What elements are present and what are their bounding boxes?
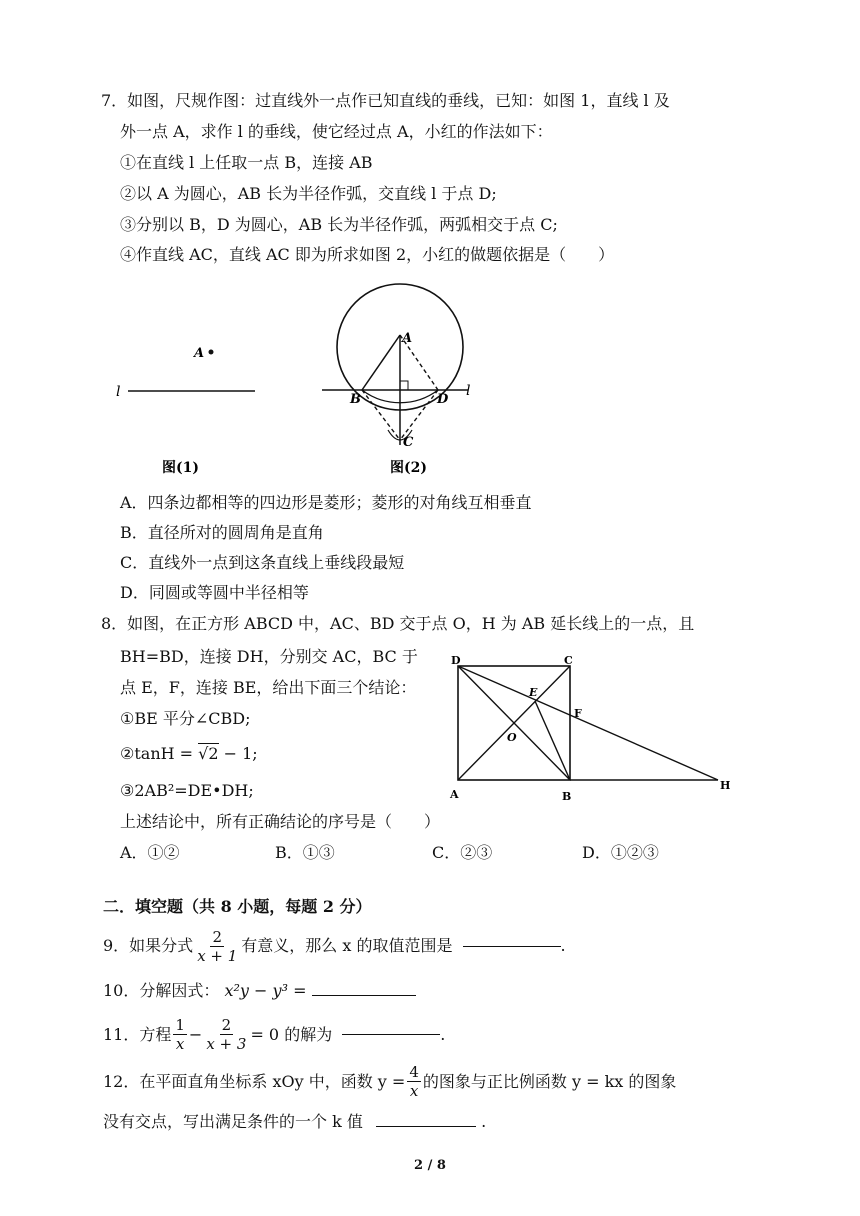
q8-label-F: F	[574, 707, 582, 720]
q12-line2	[103, 1111, 486, 1133]
q8-segment-DH	[458, 666, 718, 780]
q7-step3: ③分别以 B，D 为圆心，AB 长为半径作弧，两弧相交于点 C;	[120, 215, 558, 234]
q7-option-c: C．直线外一点到这条直线上垂线段最短	[120, 553, 405, 572]
q11-f1-den: x	[175, 1035, 185, 1053]
q7-line2: 外一点 A，求作 l 的垂线，使它经过点 A，小红的作法如下：	[120, 122, 553, 141]
q7-option-a: A．四条边都相等的四边形是菱形；菱形的对角线互相垂直	[120, 493, 532, 512]
fig2-segment-AB	[362, 335, 400, 390]
page-number: 2 / 8	[414, 1158, 446, 1173]
q8-option-a: A．①②	[120, 843, 180, 862]
q10-expr: x²y − y³ =	[224, 981, 307, 1000]
q9-end: .	[560, 936, 566, 955]
fig2-label-l: l	[466, 383, 471, 399]
q7-step1: ①在直线 l 上任取一点 B，连接 AB	[120, 153, 373, 172]
fig2-segment-BC	[362, 390, 400, 440]
fig1-label-l: l	[116, 384, 121, 400]
fig2-label-A: A	[402, 331, 413, 346]
q8-c2-prefix: ②tanH =	[120, 744, 199, 763]
fig2-label-C: C	[403, 435, 414, 450]
q8-ask: 上述结论中，所有正确结论的序号是（ ）	[120, 812, 441, 831]
q9	[103, 926, 566, 966]
fig2-caption: 图(2)	[390, 460, 427, 476]
q8-conclusion-3: ③2AB²=DE•DH;	[120, 781, 254, 800]
q8-label-D: D	[451, 654, 461, 667]
q12-fraction-num: 4	[409, 1063, 419, 1081]
q12-fraction-den: x	[409, 1082, 419, 1100]
fig1-caption: 图(1)	[162, 460, 199, 476]
q7-step2: ②以 A 为圆心，AB 长为半径作弧，交直线 l 于点 D;	[120, 184, 497, 203]
q11-minus: −	[188, 1024, 203, 1044]
fig2-label-D: D	[437, 392, 449, 407]
q8-option-d: D．①②③	[582, 843, 659, 862]
q7-step4: ④作直线 AC，直线 AC 即为所求如图 2，小红的做题依据是（ ）	[120, 245, 615, 264]
q11-f2-num: 2	[221, 1016, 232, 1034]
q8-label-O: O	[507, 731, 517, 744]
q12-line1	[103, 1063, 676, 1100]
fig1-label-A: A	[194, 346, 205, 361]
q9-fraction-num: 2	[212, 927, 223, 946]
q8-conclusion-2	[120, 743, 258, 765]
q8-c2-radical: √2	[198, 744, 219, 763]
q8-figure	[440, 648, 740, 806]
q7-figure-2	[310, 280, 510, 480]
q11-eq: = 0 的解为	[250, 1024, 333, 1044]
q8-label-C: C	[564, 654, 573, 667]
q8-c2-suffix: − 1;	[218, 744, 258, 763]
q12-line2-text: 没有交点，写出满足条件的一个 k 值	[103, 1112, 363, 1131]
q8-conclusion-1: ①BE 平分∠CBD;	[120, 709, 251, 728]
q11-f2-den: x + 3	[206, 1035, 247, 1053]
q11-fraction-1	[173, 1016, 187, 1053]
q11-prefix: 11．方程	[103, 1024, 172, 1044]
q7-option-d: D．同圆或等圆中半径相等	[120, 583, 309, 602]
q8-label-B: B	[562, 790, 572, 803]
q9-suffix: 有意义，那么 x 的取值范围是	[241, 936, 453, 955]
q10-text: 10．分解因式：	[103, 981, 220, 1000]
section-2-title: 二．填空题（共 8 小题，每题 2 分）	[103, 897, 372, 916]
q7-figure-1	[110, 330, 270, 480]
q8-line1: 8．如图，在正方形 ABCD 中，AC、BD 交于点 O，H 为 AB 延长线上的一点，且	[101, 614, 695, 633]
fig2-label-B: B	[350, 392, 361, 407]
q8-line2: BH=BD，连接 DH，分别交 AC，BC 于	[120, 647, 418, 666]
q11-f1-num: 1	[175, 1016, 185, 1034]
q8-label-H: H	[720, 779, 731, 792]
q12-answer-blank[interactable]	[376, 1126, 476, 1127]
q10-answer-blank[interactable]	[312, 995, 416, 996]
fig2-segment-DC	[400, 390, 438, 440]
q8-option-b: B．①③	[275, 843, 335, 862]
q11	[103, 1016, 445, 1053]
q12-fraction	[407, 1063, 421, 1100]
q11-end: .	[440, 1024, 446, 1044]
q9-answer-blank[interactable]	[463, 946, 561, 947]
q7-option-b: B．直径所对的圆周角是直角	[120, 523, 324, 542]
q9-fraction	[195, 928, 239, 965]
q12-prefix: 12．在平面直角坐标系 xOy 中，函数 y =	[103, 1071, 406, 1091]
q11-fraction-2	[204, 1016, 248, 1053]
q11-answer-blank[interactable]	[342, 1034, 440, 1035]
fig2-right-angle-mark	[400, 381, 408, 390]
q7-line1: 7．如图，尺规作图：过直线外一点作已知直线的垂线，已知：如图 1，直线 l 及	[101, 91, 670, 110]
q8-line3: 点 E，F，连接 BE，给出下面三个结论：	[120, 678, 417, 697]
fig1-point-A	[209, 350, 214, 355]
q9-prefix: 9．如果分式	[103, 936, 194, 955]
q12-end: .	[481, 1112, 487, 1131]
q9-fraction-den: x + 1	[197, 946, 238, 965]
q8-label-E: E	[529, 686, 538, 699]
q12-suffix: 的图象与正比例函数 y = kx 的图象	[422, 1071, 677, 1091]
q8-option-c: C．②③	[432, 843, 493, 862]
q8-label-A: A	[450, 788, 459, 801]
q10	[103, 980, 416, 1002]
